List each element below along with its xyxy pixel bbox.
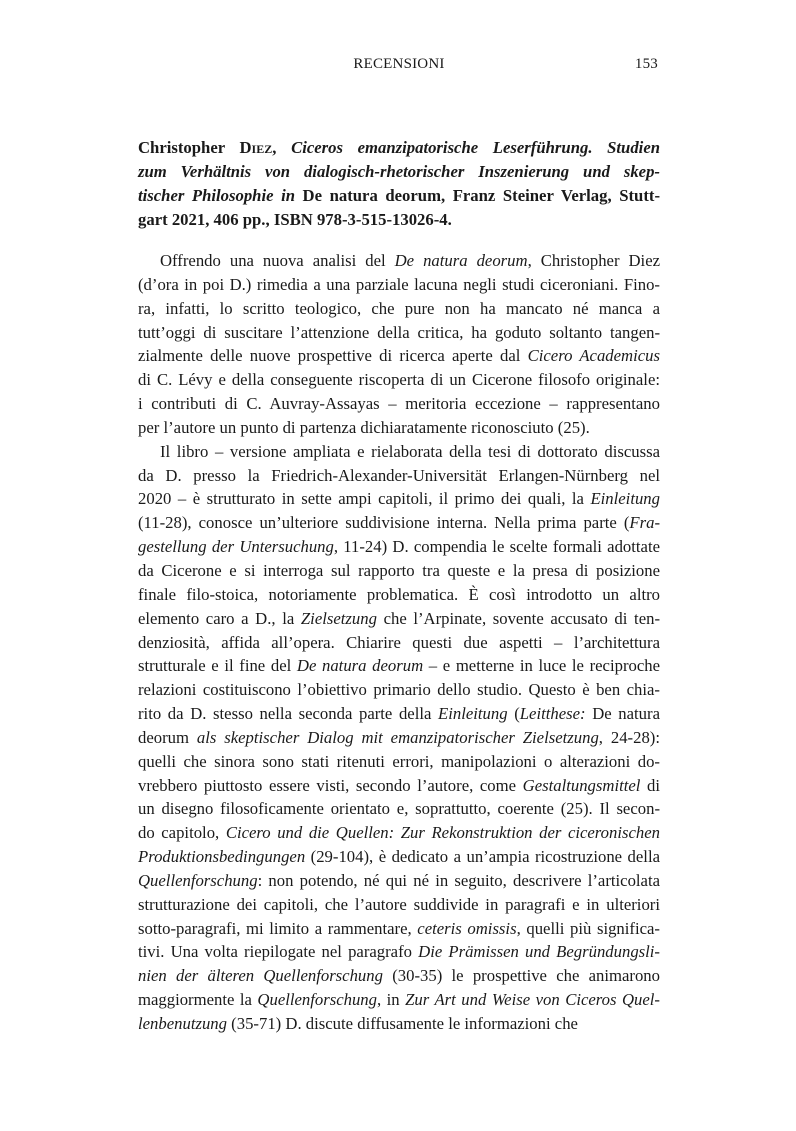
text-line: [138, 917, 660, 941]
text-segment: lenbenutzung: [138, 1014, 227, 1033]
text-line: [138, 797, 660, 821]
text-segment: De natura deorum: [296, 656, 424, 676]
text-line: [138, 344, 660, 368]
text-line: [138, 631, 660, 655]
text-segment: di C. Lévy e della conseguente riscoperta di un Cicerone filosofo originale:: [138, 370, 660, 390]
text-line: [138, 726, 660, 750]
author-first-name: Christopher: [138, 138, 240, 157]
text-segment: De natura: [585, 704, 660, 724]
text-segment: Offrendo una nuova analisi del: [160, 251, 395, 270]
text-segment: di: [640, 775, 660, 795]
text-segment: (11-28), conosce un’ulteriore suddivisione interna. Nella prima parte (: [138, 513, 630, 533]
text-segment: Zielsetzung: [300, 608, 377, 628]
text-segment: (35-71) D. discute diffusamente le informazioni che: [227, 1014, 578, 1033]
work-title: De natura deorum: [295, 185, 441, 205]
text-line: [138, 416, 660, 440]
text-line: [138, 273, 660, 297]
citation-line: [138, 159, 660, 183]
text-line: [138, 940, 660, 964]
running-header: [138, 56, 660, 80]
citation-line: [138, 183, 660, 207]
text-segment: , 11-24) D. compendia le scelte formali adottate: [333, 537, 660, 557]
text-segment: i contributi di C. Auvray-Assayas – meritoria eccezione – rappresentano: [138, 394, 660, 414]
text-segment: quelli che sinora sono stati ritenuti errori, manipolazioni o alterazioni do-: [138, 751, 660, 771]
text-segment: Il libro – versione ampliata e rielaborata della tesi di dottorato discussa: [160, 441, 660, 461]
text-segment: vrebbero piuttosto essere visti, secondo l’autore, come: [138, 775, 523, 795]
text-segment: Quellenforschung: [138, 870, 258, 890]
text-segment: Gestaltungsmittel: [522, 775, 641, 795]
text-line: [138, 702, 660, 726]
text-line: [138, 678, 660, 702]
text-segment: 2020 – è strutturato in sette ampi capitoli, il primo dei quali, la: [138, 489, 591, 509]
author-last-name: Diez: [239, 138, 273, 157]
citation-line: Christopher Diez, Ciceros emanzipatorische Leserführung. Studien: [138, 138, 661, 157]
text-segment: rito da D. stesso nella seconda parte della: [138, 704, 439, 724]
text-line: [138, 869, 660, 893]
text-segment: , 24-28):: [598, 727, 660, 747]
text-segment: che l’Arpinate, sovente accusato di ten-: [376, 608, 660, 628]
text-segment: per l’autore un punto di partenza dichiaratamente riconosciuto (25).: [138, 417, 590, 437]
text-segment: strutturale e il fine del: [138, 656, 297, 676]
text-line: [138, 607, 660, 631]
text-segment: , in: [377, 990, 406, 1010]
book-title: Ciceros emanzipatorische Leserführung. Studien: [291, 138, 661, 157]
text-segment: finale filo-stoica, notoriamente problematica. È così introdotto un altro: [138, 584, 660, 604]
text-segment: (: [507, 704, 520, 724]
text-line: [138, 654, 660, 678]
text-segment: , quelli più significa-: [516, 918, 660, 938]
text-segment: als skeptischer Dialog mit emanzipatorischer Zielsetzung: [196, 727, 599, 747]
text-line: [138, 321, 660, 345]
text-segment: relazioni costituiscono l’obiettivo primario dello studio. Questo è ben chia-: [138, 680, 660, 700]
text-segment: Leitthese:: [519, 704, 586, 724]
running-title: RECENSIONI: [353, 56, 445, 72]
text-segment: Produktionsbedingungen: [138, 847, 306, 867]
text-line: [138, 249, 660, 273]
book-citation: [138, 135, 660, 230]
text-segment: : non potendo, né qui né in seguito, descrivere l’articolata: [257, 870, 660, 890]
text-segment: De natura deorum: [394, 251, 528, 270]
text-segment: Einleitung: [590, 489, 660, 509]
text-segment: denziosità, affida all’opera. Chiarire questi due aspetti – l’architettura: [138, 632, 660, 652]
text-line: [138, 368, 660, 392]
text-segment: Quellenforschung: [257, 990, 377, 1010]
text-line: [138, 535, 660, 559]
text-segment: sotto-paragrafi, mi limito a rammentare,: [138, 918, 418, 938]
text-segment: Cicero Academicus: [527, 346, 660, 366]
text-line: [138, 392, 660, 416]
text-segment: Die Prämissen und Begründungsli-: [418, 942, 660, 962]
text-segment: do capitolo,: [138, 823, 226, 843]
text-line: [138, 583, 660, 607]
book-title: tischer Philosophie in: [138, 185, 295, 205]
text-segment: un disegno filosoficamente orientato e, soprattutto, coerente (25). Il secon-: [138, 799, 660, 819]
text-segment: maggiormente la: [138, 990, 258, 1010]
publication-details: gart 2021, 406 pp., ISBN 978-3-515-13026-4.: [138, 209, 452, 229]
page-number: 153: [634, 56, 658, 72]
text-line: [138, 559, 660, 583]
text-segment: zialmente delle nuove prospettive di ricerca aperte dal: [138, 346, 528, 366]
text-line: [138, 487, 660, 511]
paragraph-1: [138, 249, 660, 440]
text-line: [138, 774, 660, 798]
text-line: [138, 1012, 660, 1036]
book-title: zum Verhältnis von dialogisch-rhetorischer Inszenierung und skep-: [138, 161, 660, 181]
citation-line: [138, 207, 660, 231]
review-body: [138, 249, 660, 1036]
text-segment: (d’ora in poi D.) rimedia a una parziale lacuna negli studi ciceroniani. Fino-: [138, 274, 660, 294]
text-line: [138, 964, 660, 988]
text-segment: – e metterne in luce le reciproche: [423, 656, 660, 676]
text-segment: Fra-: [629, 513, 660, 533]
publisher: , Franz Steiner Verlag, Stutt-: [440, 185, 660, 205]
text-segment: Zur Art und Weise von Ciceros Quel-: [405, 990, 660, 1010]
text-segment: nien der älteren Quellenforschung: [138, 966, 383, 986]
text-line: [138, 440, 660, 464]
text-segment: , Christopher Diez: [527, 251, 661, 270]
text-segment: Einleitung: [438, 704, 508, 724]
text-line: [138, 893, 660, 917]
text-line: [138, 821, 660, 845]
text-line: [138, 464, 660, 488]
text-line: [138, 750, 660, 774]
text-line: [138, 297, 660, 321]
paragraph-2: [138, 440, 660, 1036]
text-line: [138, 845, 660, 869]
text-segment: elemento caro a D., la: [138, 608, 301, 628]
text-segment: (30-35) le prospettive che animarono: [382, 966, 660, 986]
text-segment: tivi. Una volta riepilogate nel paragrafo: [138, 942, 419, 962]
text-segment: ra, infatti, lo scritto teologico, che pure non ha mancato né manca a: [138, 298, 660, 318]
text-segment: da D. presso la Friedrich-Alexander-Universität Erlangen-Nürnberg nel: [138, 465, 660, 485]
text-line: [138, 511, 660, 535]
text-segment: ceteris omissis: [417, 918, 517, 938]
text-line: [138, 988, 660, 1012]
text-segment: tutt’oggi di suscitare l’attenzione della critica, ha goduto soltanto tangen-: [138, 322, 660, 342]
text-segment: strutturazione dei capitoli, che l’autore suddivide in paragrafi e in ulteriori: [138, 894, 660, 914]
text-segment: (29-104), è dedicato a un’ampia ricostruzione della: [305, 847, 660, 867]
text-segment: da Cicerone e si interroga sul rapporto tra queste e la presa di posizione: [138, 560, 660, 580]
text-segment: Cicero und die Quellen: Zur Rekonstruktion der ciceronischen: [225, 823, 660, 843]
text-segment: gestellung der Untersuchung: [138, 537, 334, 557]
text-segment: deorum: [138, 727, 197, 747]
